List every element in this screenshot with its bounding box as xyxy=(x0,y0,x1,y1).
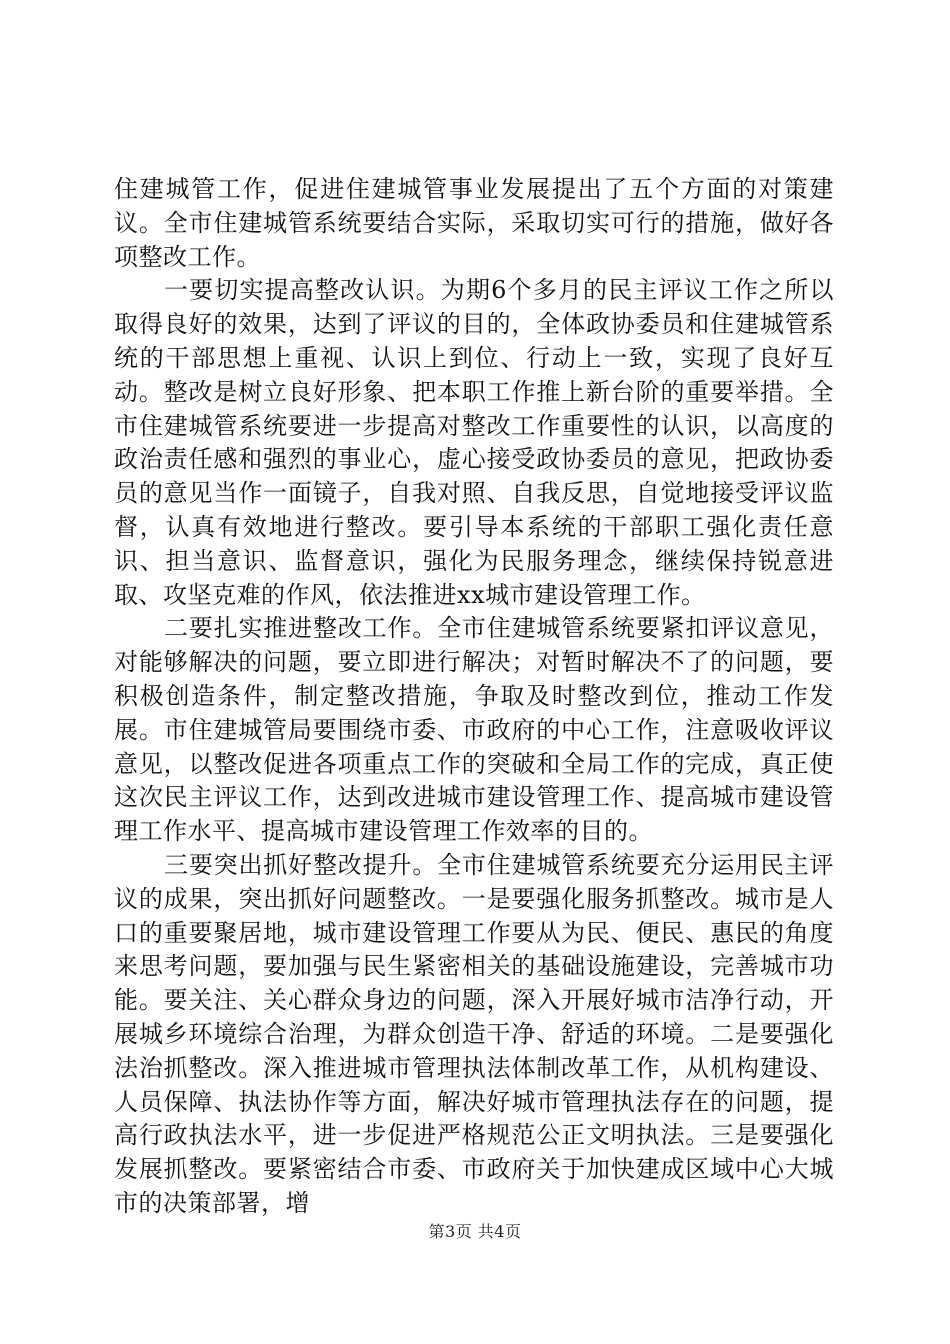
page-number-footer: 第3页 共4页 xyxy=(428,1222,522,1241)
document-body xyxy=(114,173,834,1221)
paragraph-2: 一要切实提高整改认识。为期6个多月的民主评议工作之所以取得良好的效果，达到了评议的目的，全体政协委员和住建城管系统的干部思想上重视、认识上到位、行动上一致，实现了良好互动。整改是树立良好形象、把本职工作推上新台阶的重要举措。全市住建城管系统要进一步提高对整改工作重要性的认识，以高度的政治责任感和强烈的事业心，虚心接受政协委员的意见，把政协委员的意见当作一面镜子，自我对照、自我反思，自觉地接受评议监督，认真有效地进行整改。要引导本系统的干部职工强化责任意识、担当意识、监督意识，强化为民服务理念，继续保持锐意进取、攻坚克难的作风，依法推进xx城市建设管理工作。 xyxy=(114,276,834,609)
paragraph-4: 三要突出抓好整改提升。全市住建城管系统要充分运用民主评议的成果，突出抓好问题整改。一是要强化服务抓整改。城市是人口的重要聚居地，城市建设管理工作要从为民、便民、惠民的角度来思考问题，要加强与民生紧密相关的基础设施建设，完善城市功能。要关注、关心群众身边的问题，深入开展好城市洁净行动，开展城乡环境综合治理，为群众创造干净、舒适的环境。二是要强化法治抓整改。深入推进城市管理执法体制改革工作，从机构建设、人员保障、执法协作等方面，解决好城市管理执法存在的问题，提高行政执法水平，进一步促进严格规范公正文明执法。三是要强化发展抓整改。要紧密结合市委、市政府关于加快建成区域中心大城市的决策部署，增 xyxy=(114,850,834,1217)
paragraph-1: 住建城管工作，促进住建城管事业发展提出了五个方面的对策建议。全市住建城管系统要结合实际，采取切实可行的措施，做好各项整改工作。 xyxy=(114,175,834,271)
paragraph-3: 二要扎实推进整改工作。全市住建城管系统要紧扣评议意见，对能够解决的问题，要立即进行解决；对暂时解决不了的问题，要积极创造条件，制定整改措施，争取及时整改到位，推动工作发展。市住建城管局要围绕市委、市政府的中心工作，注意吸收评议意见，以整改促进各项重点工作的突破和全局工作的完成，真正使这次民主评议工作，达到改进城市建设管理工作、提高城市建设管理工作水平、提高城市建设管理工作效率的目的。 xyxy=(114,614,834,846)
